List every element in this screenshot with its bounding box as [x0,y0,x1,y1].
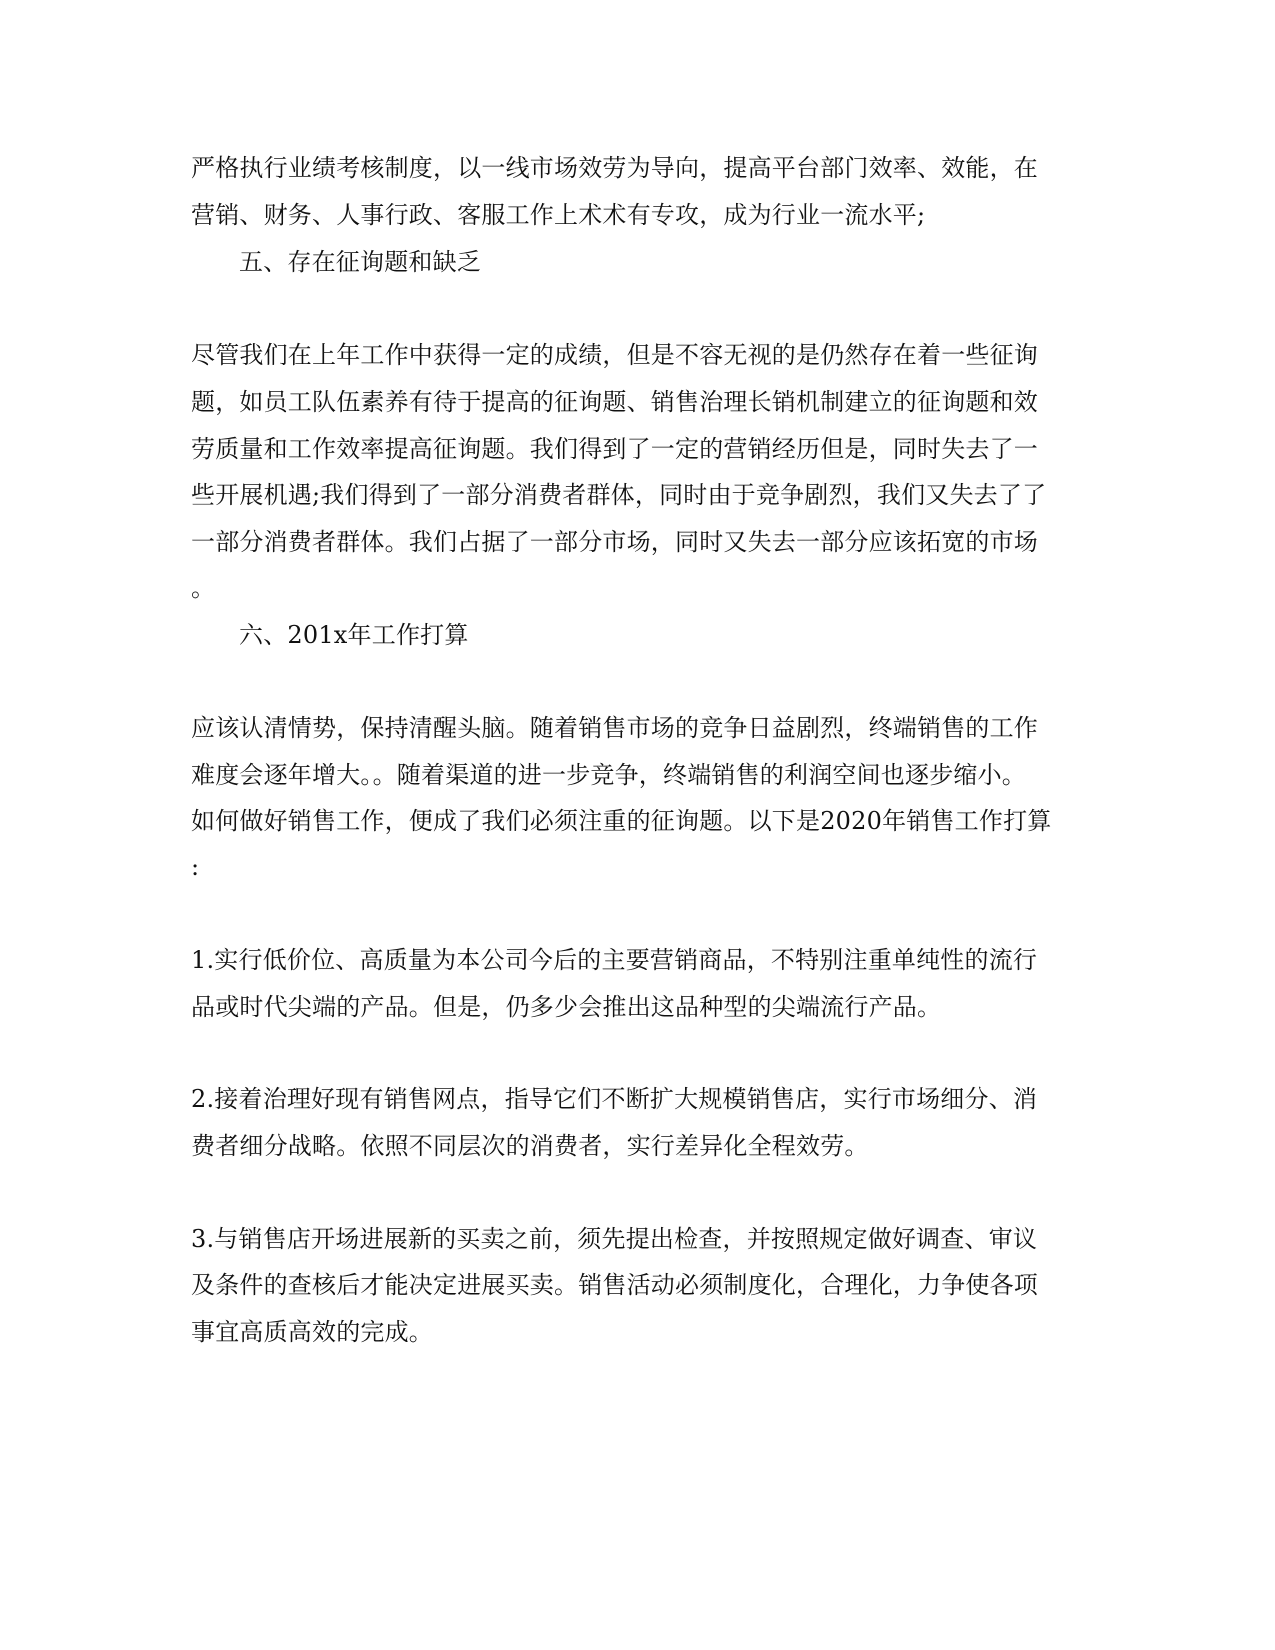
text-line: 劳质量和工作效率提高征询题。我们得到了一定的营销经历但是，同时失去了一 [191,435,1038,463]
text-line: 些开展机遇;我们得到了一部分消费者群体，同时由于竞争剧烈，我们又失去了了 [191,481,1047,509]
text-line: 。 [191,574,216,602]
text-line: 2.接着治理好现有销售网点，指导它们不断扩大规模销售店，实行市场细分、消 [191,1085,1038,1113]
text-line: 严格执行业绩考核制度，以一线市场效劳为导向，提高平台部门效率、效能，在 [191,154,1038,182]
text-line: 费者细分战略。依照不同层次的消费者，实行差异化全程效劳。 [191,1132,869,1160]
section-heading-6: 六、201x年工作打算 [239,621,469,649]
text-line: 一部分消费者群体。我们占据了一部分市场，同时又失去一部分应该拓宽的市场 [191,528,1038,556]
text-line: 1.实行低价位、高质量为本公司今后的主要营销商品，不特别注重单纯性的流行 [191,946,1038,974]
text-line: 题，如员工队伍素养有待于提高的征询题、销售治理长销机制建立的征询题和效 [191,388,1038,416]
text-line: 如何做好销售工作，便成了我们必须注重的征询题。以下是2020年销售工作打算 [191,807,1052,835]
text-line: 应该认清情势，保持清醒头脑。随着销售市场的竞争日益剧烈，终端销售的工作 [191,714,1038,742]
text-line: 尽管我们在上年工作中获得一定的成绩，但是不容无视的是仍然存在着一些征询 [191,341,1038,369]
text-line: 品或时代尖端的产品。但是，仍多少会推出这品种型的尖端流行产品。 [191,993,942,1021]
text-line: 及条件的查核后才能决定进展买卖。销售活动必须制度化，合理化，力争使各项 [191,1271,1038,1299]
text-line: 营销、财务、人事行政、客服工作上术术有专攻，成为行业一流水平; [191,201,926,229]
text-line: 事宜高质高效的完成。 [191,1318,433,1346]
text-line: : [191,853,200,881]
text-line: 难度会逐年增大。。随着渠道的进一步竞争，终端销售的利润空间也逐步缩小。 [191,761,1026,789]
text-line: 3.与销售店开场进展新的买卖之前，须先提出检查，并按照规定做好调查、审议 [191,1225,1038,1253]
section-heading-5: 五、存在征询题和缺乏 [239,248,481,276]
